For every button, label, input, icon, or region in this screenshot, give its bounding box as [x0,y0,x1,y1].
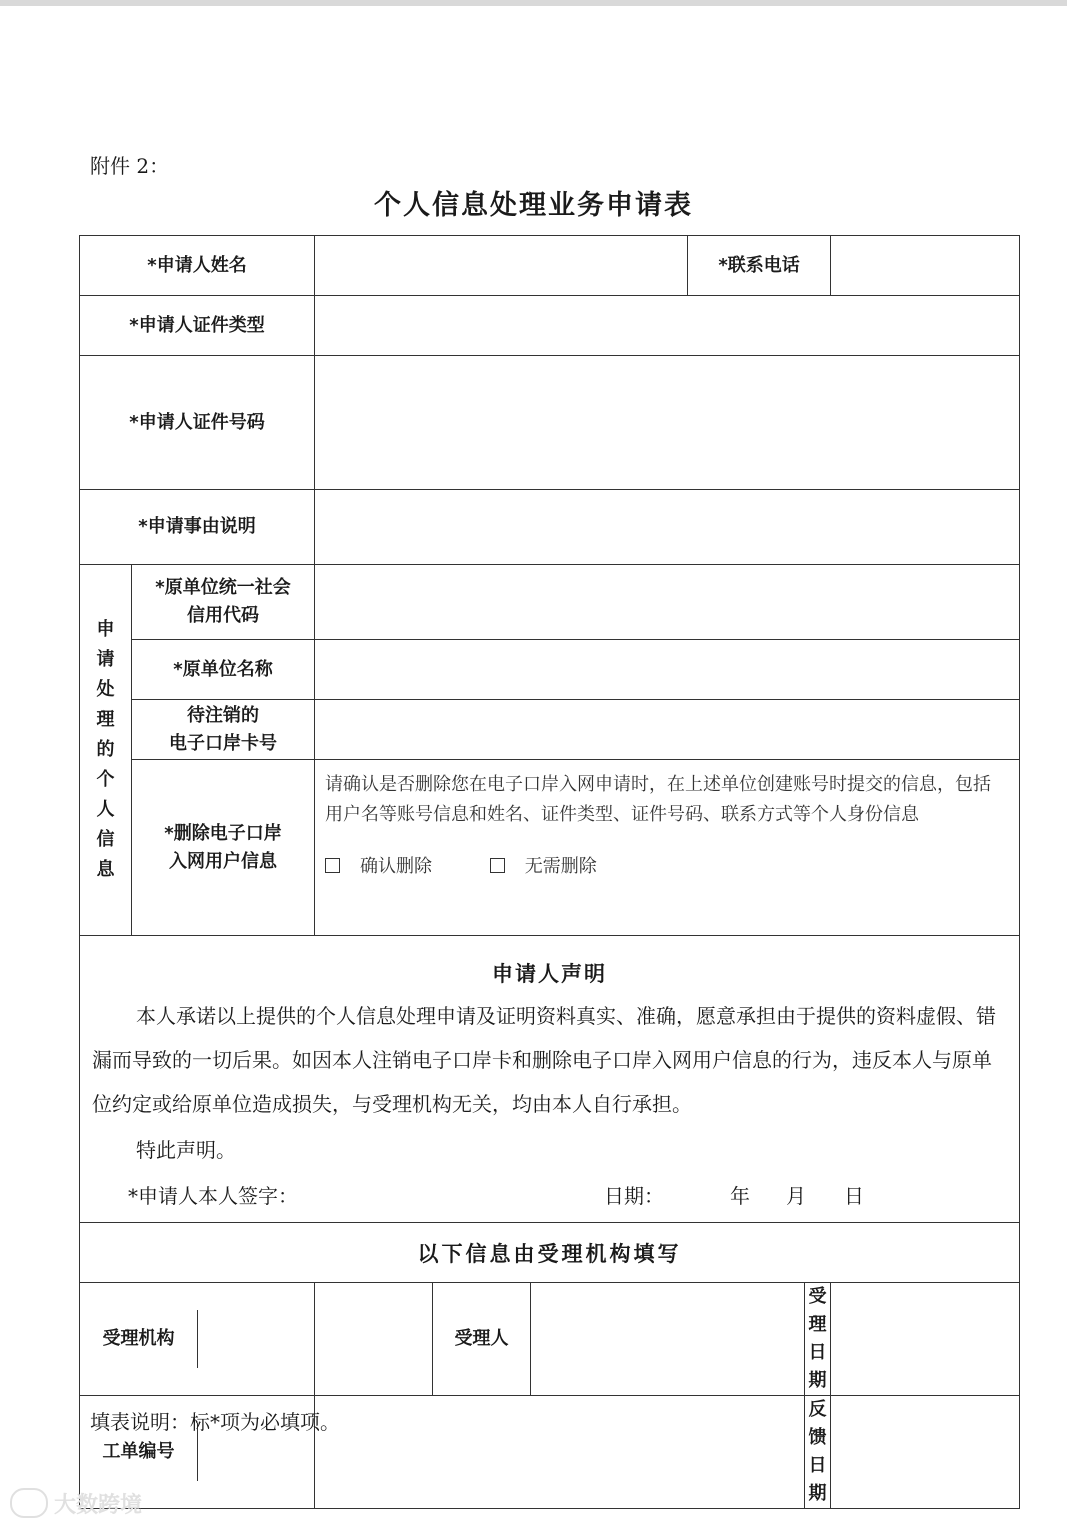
signature-label: *申请人本人签字： [128,1184,298,1208]
card-number-label: 待注销的 电子口岸卡号 [132,700,315,760]
no-delete-checkbox[interactable] [490,858,505,873]
year-label: 年 [730,1184,750,1208]
accept-date-input[interactable] [831,1283,1020,1396]
org-label: 受理机构 [80,1310,198,1368]
org-input-ext[interactable] [315,1283,433,1396]
handler-input[interactable] [531,1283,805,1396]
reason-label: *申请事由说明 [138,516,256,537]
confirm-delete-checkbox[interactable] [325,858,340,873]
phone-label: *联系电话 [718,254,800,276]
credit-code-label: *原单位统一社会 信用代码 [132,565,315,640]
watermark-logo-icon [10,1488,48,1518]
declaration-body: 本人承诺以上提供的个人信息处理申请及证明资料真实、准确，愿意承担由于提供的资料虚假、错漏而导致的一切后果。如因本人注销电子口岸卡和删除电子口岸入网用户信息的行为，违反本人与原单位约定或给原单位造成损失，与受理机构无关，均由本人自行承担。 [92,1004,996,1116]
personal-info-section-label: 申 请 处 理 的 个 人 信 息 [80,565,132,936]
attachment-label: 附件 2： [90,154,170,178]
ticket-label: 工单编号 [80,1423,198,1481]
delete-info-label: *删除电子口岸 入网用户信息 [132,760,315,936]
delete-info-cell [315,760,1020,936]
month-label: 月 [786,1184,806,1208]
feedback-date-input[interactable] [831,1396,1020,1509]
date-label: 日期： [604,1184,664,1208]
org-cell [80,1283,315,1396]
application-form [79,235,1020,1509]
footer-note: 填表说明：标*项为必填项。 [90,1410,340,1434]
id-number-label: *申请人证件号码 [129,411,265,433]
company-name-input[interactable] [315,640,1020,700]
credit-code-input[interactable] [315,565,1020,640]
delete-info-note: 请确认是否删除您在电子口岸入网申请时，在上述单位创建账号时提交的信息，包括用户名等账号信息和姓名、证件类型、证件号码、联系方式等个人身份信息 [325,774,992,825]
phone-input[interactable] [831,236,1020,296]
id-number-input[interactable] [315,356,1020,490]
card-number-input[interactable] [315,700,1020,760]
page-title: 个人信息处理业务申请表 [374,190,693,221]
top-bar [0,0,1067,6]
declaration-section [80,936,1020,1223]
agency-header: 以下信息由受理机构填写 [417,1241,682,1266]
declaration-title: 申请人声明 [492,962,608,986]
org-input[interactable] [198,1310,314,1368]
day-label: 日 [844,1184,864,1208]
declaration-closing: 特此声明。 [136,1138,236,1162]
name-input[interactable] [315,236,688,296]
company-name-label: *原单位名称 [173,658,273,680]
signature-row [92,1172,1007,1220]
watermark: 大数跨境 [10,1488,142,1519]
ticket-input-ext[interactable] [315,1396,805,1509]
name-label: *申请人姓名 [147,254,247,276]
id-type-input[interactable] [315,296,1020,356]
reason-input[interactable] [315,490,1020,565]
handler-label: 受理人 [454,1328,509,1349]
confirm-delete-option[interactable]: 确认删除 [325,854,432,880]
id-type-label: *申请人证件类型 [129,314,265,336]
no-delete-option[interactable]: 无需删除 [490,854,597,880]
feedback-date-label: 反馈日期 [808,1399,827,1504]
accept-date-label: 受理日期 [808,1286,827,1391]
